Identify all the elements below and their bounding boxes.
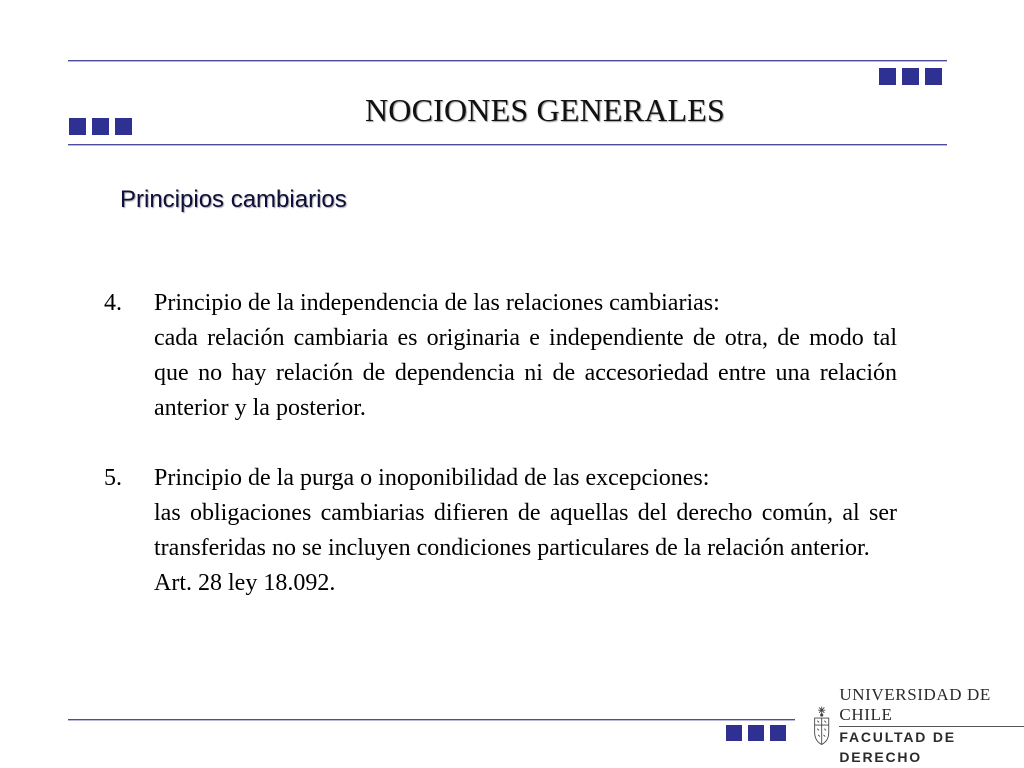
- square-icon: [925, 68, 942, 85]
- bottom-rule: [68, 719, 795, 720]
- list-item: [104, 461, 897, 601]
- square-icon: [92, 118, 109, 135]
- list-item: [104, 286, 897, 426]
- logo-faculty-name: FACULTAD DE DERECHO: [839, 729, 956, 765]
- item-body: [154, 286, 897, 426]
- square-icon: [748, 725, 764, 741]
- item-reference: Art. 28 ley 18.092.: [154, 570, 336, 596]
- square-icon: [726, 725, 742, 741]
- square-icon: [115, 118, 132, 135]
- logo-university-name: UNIVERSIDAD DE CHILE: [839, 685, 1024, 727]
- bottom-squares: [726, 725, 786, 741]
- slide-title: NOCIONES GENERALES: [364, 92, 726, 128]
- item-body: [154, 461, 897, 601]
- item-text: las obligaciones cambiarias difieren de aquellas del derecho común, al ser transferidas no se incluyen condiciones particulares de la relación anterior.: [154, 500, 897, 561]
- square-icon: [879, 68, 896, 85]
- item-heading: Principio de la purga o inoponibilidad de las excepciones:: [154, 465, 710, 491]
- university-crest-icon: [812, 703, 831, 749]
- left-squares: [69, 118, 132, 135]
- slide-content: [104, 286, 897, 601]
- logo-text: [839, 685, 1024, 767]
- title-underline-rule: [68, 144, 947, 145]
- university-logo: [812, 685, 1024, 765]
- top-rule: [68, 60, 947, 61]
- item-number: 5.: [104, 465, 122, 491]
- slide-subtitle: Principios cambiarios: [120, 186, 347, 213]
- square-icon: [69, 118, 86, 135]
- square-icon: [770, 725, 786, 741]
- square-icon: [902, 68, 919, 85]
- top-right-squares: [879, 68, 942, 85]
- item-text: cada relación cambiaria es originaria e independiente de otra, de modo tal que no hay relación de dependencia ni de accesoriedad entre una relación anterior y la posterior.: [154, 325, 897, 421]
- item-number: 4.: [104, 290, 122, 316]
- item-heading: Principio de la independencia de las relaciones cambiarias:: [154, 290, 720, 316]
